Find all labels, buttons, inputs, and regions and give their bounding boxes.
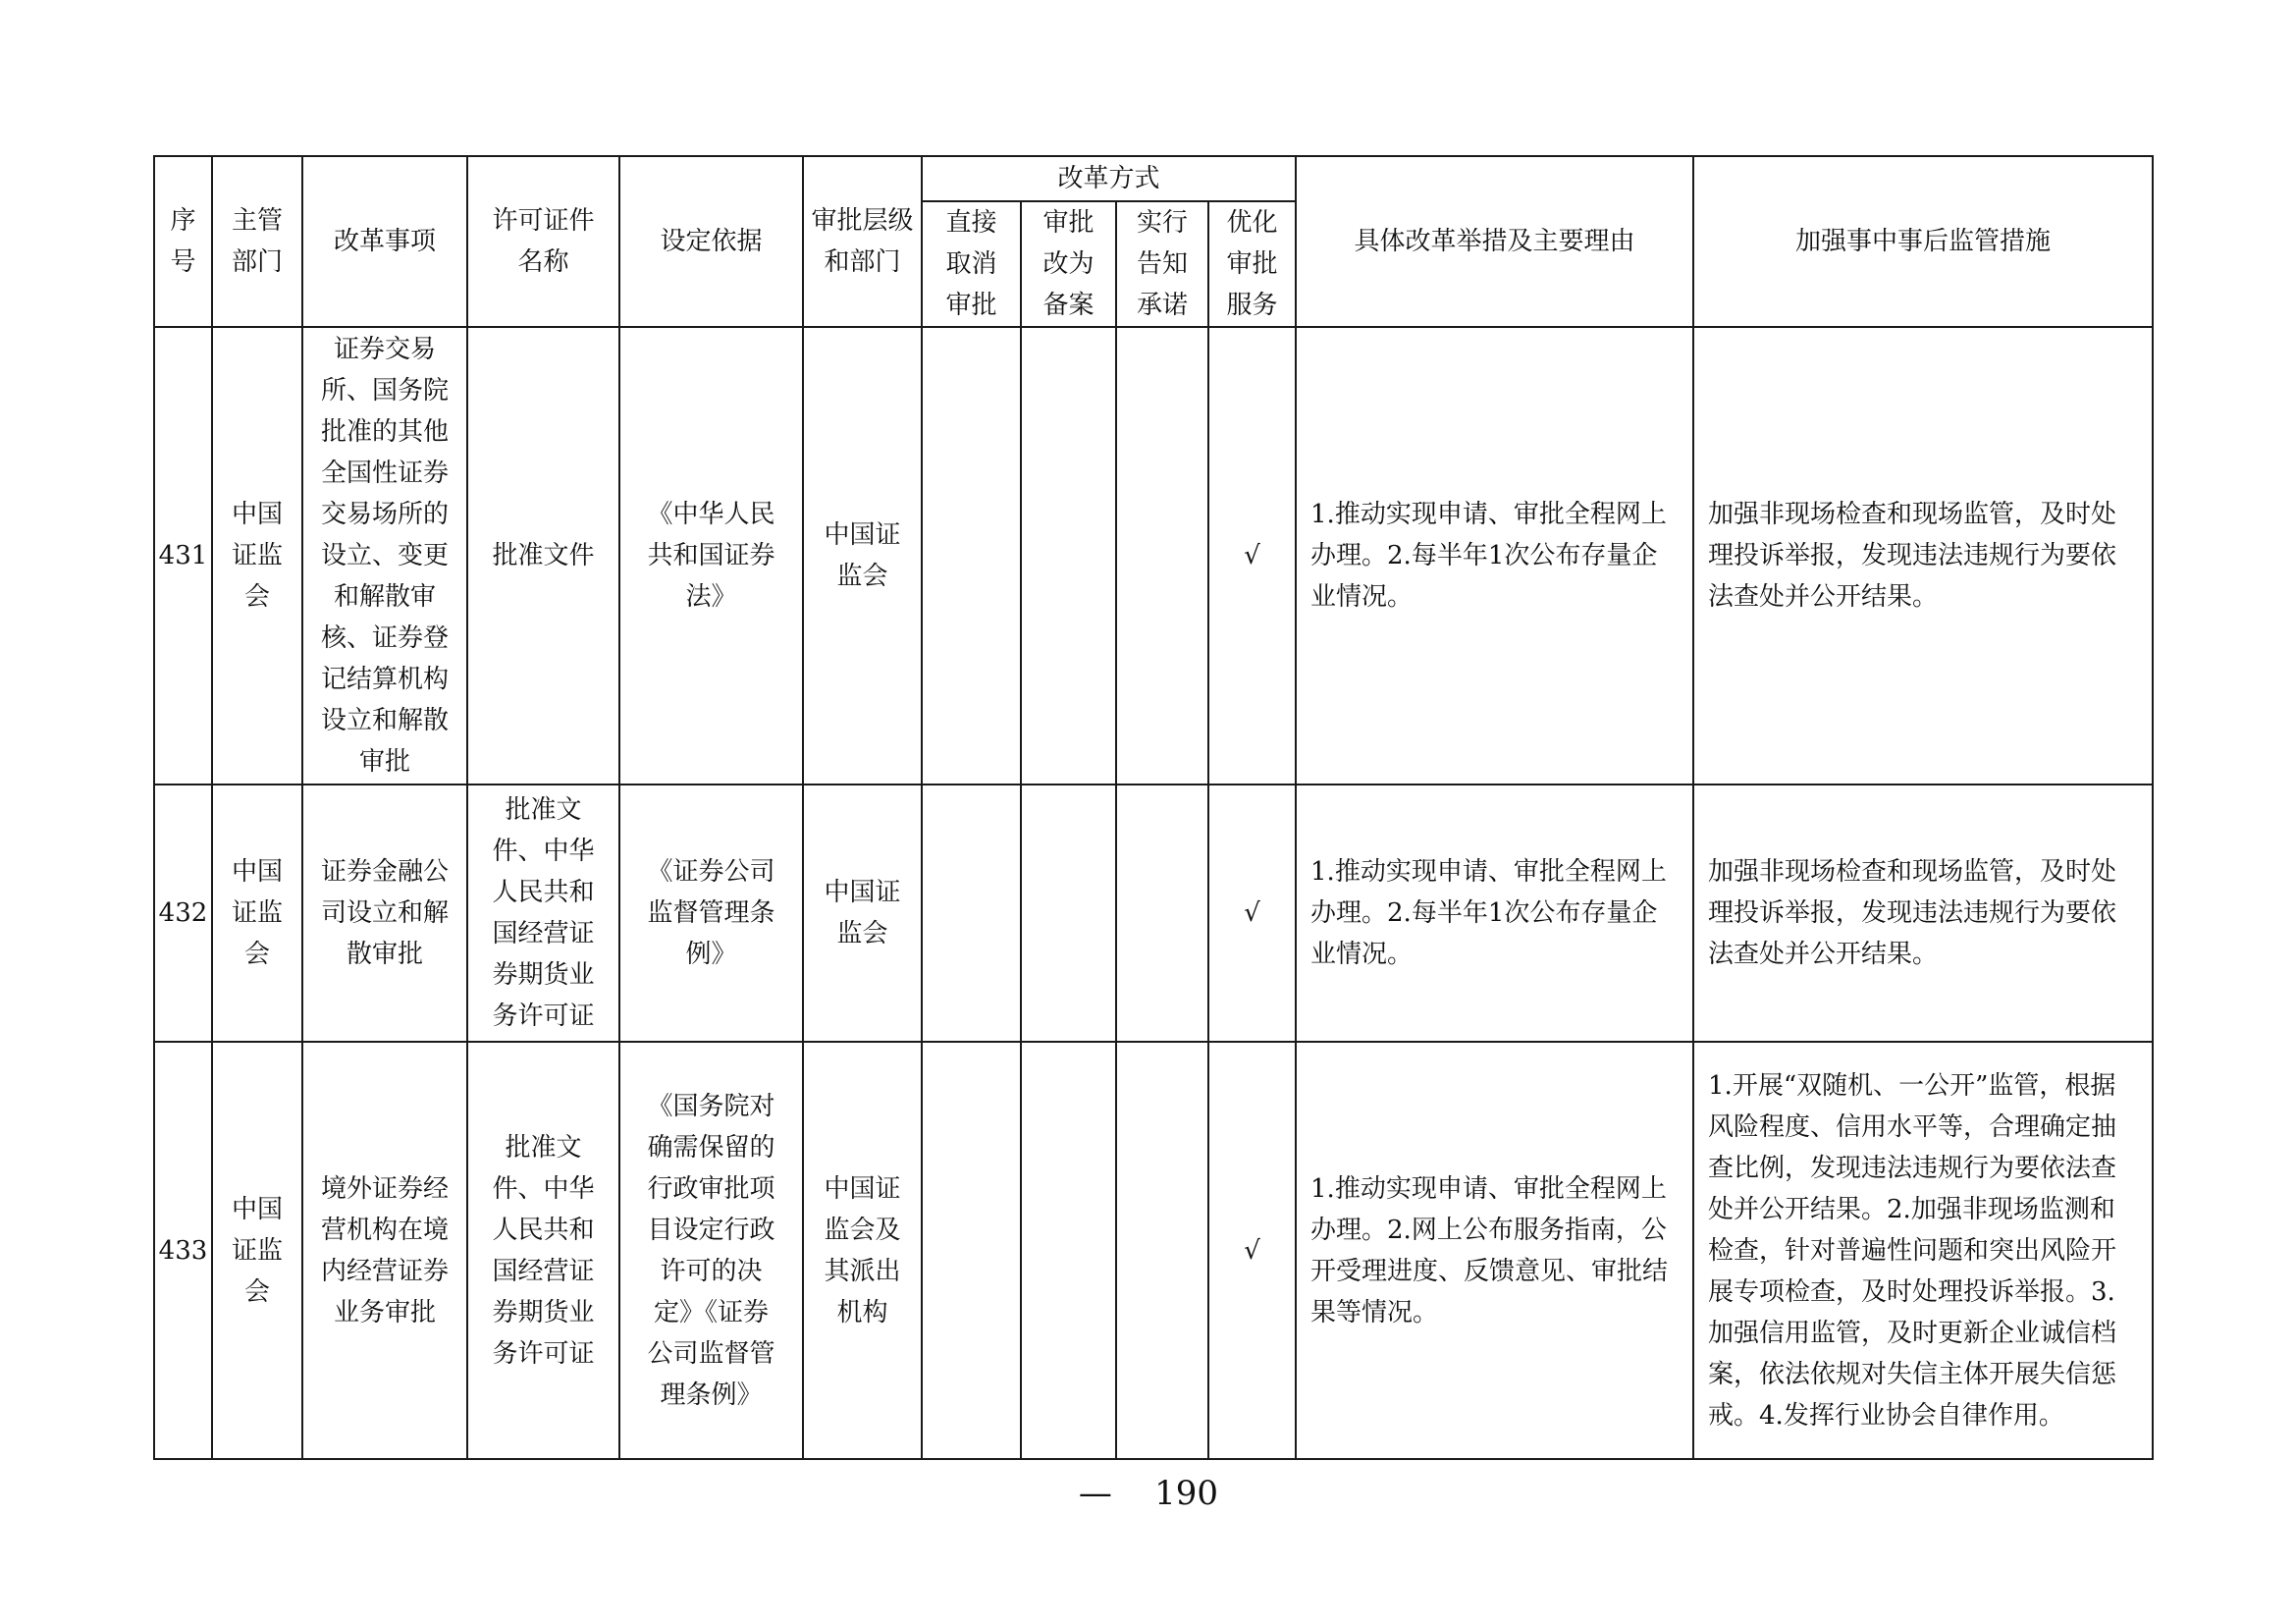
header-methods-group: 改革方式 [922, 156, 1296, 201]
cell-seq: 433 [154, 1042, 212, 1459]
cell-method-filing [1021, 327, 1116, 785]
cell-method-notify [1116, 1042, 1208, 1459]
header-dept: 主管部门 [212, 156, 302, 327]
header-method-cancel: 直接取消审批 [922, 201, 1021, 327]
header-item: 改革事项 [302, 156, 467, 327]
header-license: 许可证件名称 [467, 156, 619, 327]
cell-license: 批准文件、中华人民共和国经营证券期货业务许可证 [467, 1042, 619, 1459]
cell-supervision: 加强非现场检查和现场监管，及时处理投诉举报，发现违法违规行为要依法查处并公开结果。 [1693, 327, 2153, 785]
cell-item: 证券金融公司设立和解散审批 [302, 785, 467, 1042]
cell-seq: 432 [154, 785, 212, 1042]
cell-method-cancel [922, 1042, 1021, 1459]
cell-method-optimize: √ [1208, 327, 1296, 785]
header-method-filing: 审批改为备案 [1021, 201, 1116, 327]
header-method-optimize: 优化审批服务 [1208, 201, 1296, 327]
cell-basis: 《国务院对确需保留的行政审批项目设定行政许可的决定》《证券公司监督管理条例》 [619, 1042, 803, 1459]
cell-supervision: 加强非现场检查和现场监管，及时处理投诉举报，发现违法违规行为要依法查处并公开结果。 [1693, 785, 2153, 1042]
cell-method-notify [1116, 785, 1208, 1042]
cell-license: 批准文件、中华人民共和国经营证券期货业务许可证 [467, 785, 619, 1042]
page-number [1050, 1469, 1247, 1518]
cell-method-filing [1021, 1042, 1116, 1459]
cell-dept: 中国证监会 [212, 1042, 302, 1459]
table-row [154, 785, 2153, 1042]
cell-method-notify [1116, 327, 1208, 785]
header-basis: 设定依据 [619, 156, 803, 327]
header-supervision: 加强事中事后监管措施 [1693, 156, 2153, 327]
cell-seq: 431 [154, 327, 212, 785]
reform-table [153, 155, 2154, 1460]
cell-method-cancel [922, 327, 1021, 785]
page-number-value: 190 [1154, 1474, 1219, 1513]
cell-level: 中国证监会 [803, 327, 922, 785]
cell-level: 中国证监会及其派出机构 [803, 1042, 922, 1459]
header-row-1 [154, 156, 2153, 201]
cell-method-optimize: √ [1208, 1042, 1296, 1459]
page-dash: — [1078, 1474, 1112, 1513]
cell-basis: 《中华人民共和国证券法》 [619, 327, 803, 785]
cell-method-filing [1021, 785, 1116, 1042]
cell-measures: 1.推动实现申请、审批全程网上办理。2.每半年1次公布存量企业情况。 [1296, 327, 1693, 785]
table-row [154, 327, 2153, 785]
header-method-notify: 实行告知承诺 [1116, 201, 1208, 327]
cell-supervision: 1.开展“双随机、一公开”监管，根据风险程度、信用水平等，合理确定抽查比例，发现违法违规行为要依法查处并公开结果。2.加强非现场监测和检查，针对普遍性问题和突出风险开展专项检查，及时处理投诉举报。3.加强信用监管，及时更新企业诚信档案，依法依规对失信主体开展失信惩戒。4.发挥行业协会自律作用。 [1693, 1042, 2153, 1459]
cell-item: 境外证券经营机构在境内经营证券业务审批 [302, 1042, 467, 1459]
cell-method-optimize: √ [1208, 785, 1296, 1042]
header-level: 审批层级和部门 [803, 156, 922, 327]
header-measures: 具体改革举措及主要理由 [1296, 156, 1693, 327]
header-seq: 序号 [154, 156, 212, 327]
table-row [154, 1042, 2153, 1459]
cell-measures: 1.推动实现申请、审批全程网上办理。2.网上公布服务指南，公开受理进度、反馈意见、审批结果等情况。 [1296, 1042, 1693, 1459]
cell-measures: 1.推动实现申请、审批全程网上办理。2.每半年1次公布存量企业情况。 [1296, 785, 1693, 1042]
cell-basis: 《证券公司监督管理条例》 [619, 785, 803, 1042]
cell-method-cancel [922, 785, 1021, 1042]
cell-license: 批准文件 [467, 327, 619, 785]
cell-level: 中国证监会 [803, 785, 922, 1042]
cell-item: 证券交易所、国务院批准的其他全国性证券交易场所的设立、变更和解散审核、证券登记结算机构设立和解散审批 [302, 327, 467, 785]
cell-dept: 中国证监会 [212, 327, 302, 785]
cell-dept: 中国证监会 [212, 785, 302, 1042]
